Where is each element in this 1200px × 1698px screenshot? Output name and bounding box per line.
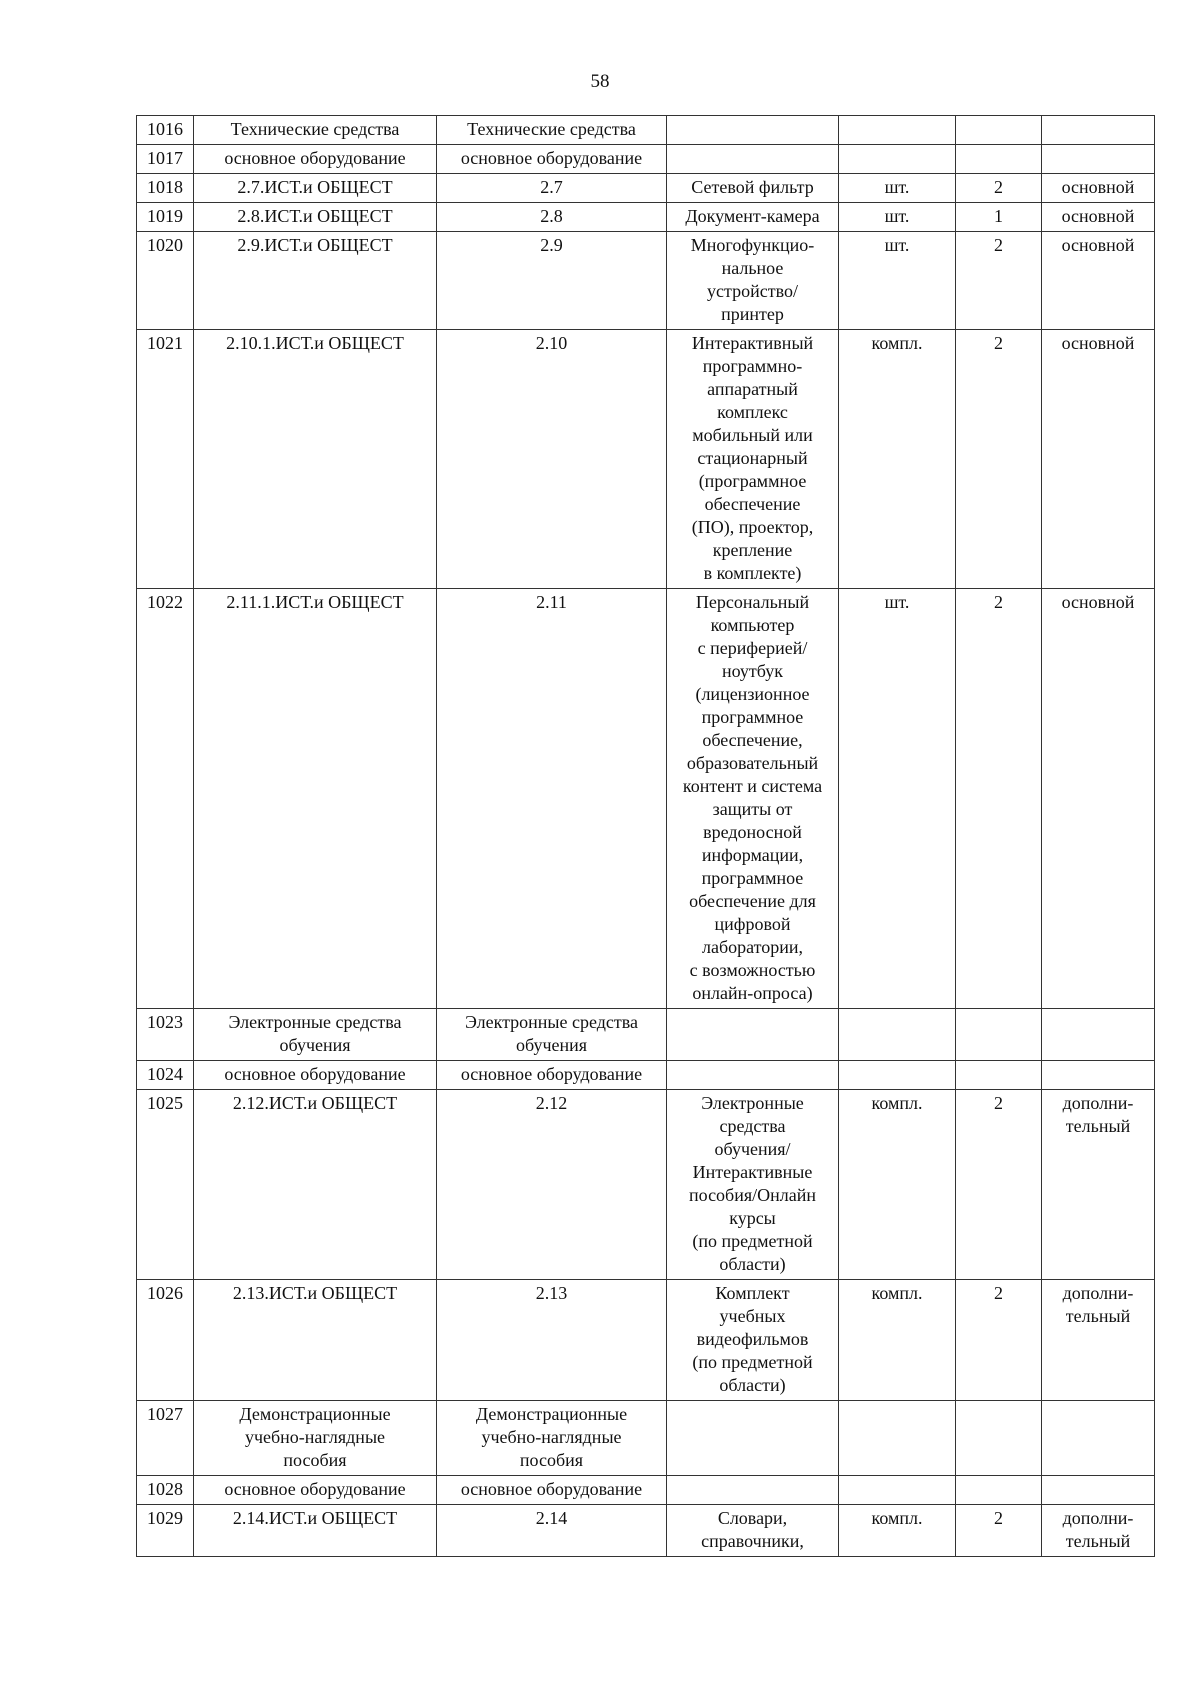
reference-cell: 2.13: [437, 1280, 667, 1401]
unit-cell: компл.: [839, 1090, 956, 1280]
reference-cell: 2.12: [437, 1090, 667, 1280]
reference-cell: 2.10: [437, 330, 667, 589]
reference-cell: 2.8: [437, 203, 667, 232]
item-name-cell: [667, 1061, 839, 1090]
item-code-cell: 2.13.ИСТ.и ОБЩЕСТ: [194, 1280, 437, 1401]
table-row: [137, 1476, 1155, 1505]
quantity-cell: 2: [956, 174, 1042, 203]
row-number-cell: 1018: [137, 174, 194, 203]
reference-cell: Электронные средства обучения: [437, 1009, 667, 1061]
table-row: [137, 1401, 1155, 1476]
table-row: [137, 174, 1155, 203]
reference-cell: основное оборудование: [437, 1476, 667, 1505]
table-row: [137, 116, 1155, 145]
quantity-cell: [956, 1009, 1042, 1061]
item-code-cell: Технические средства: [194, 116, 437, 145]
table-row: [137, 1009, 1155, 1061]
item-name-cell: [667, 1476, 839, 1505]
table-body: [137, 116, 1155, 1557]
table-row: [137, 145, 1155, 174]
table-row: [137, 232, 1155, 330]
equipment-type-cell: основной: [1042, 203, 1155, 232]
item-code-cell: основное оборудование: [194, 1061, 437, 1090]
table-row: [137, 1505, 1155, 1557]
row-number-cell: 1020: [137, 232, 194, 330]
item-code-cell: Демонстрационные учебно-наглядные пособия: [194, 1401, 437, 1476]
item-name-cell: Сетевой фильтр: [667, 174, 839, 203]
quantity-cell: [956, 1061, 1042, 1090]
equipment-type-cell: дополни- тельный: [1042, 1090, 1155, 1280]
row-number-cell: 1028: [137, 1476, 194, 1505]
reference-cell: Технические средства: [437, 116, 667, 145]
quantity-cell: 2: [956, 1090, 1042, 1280]
table-row: [137, 589, 1155, 1009]
row-number-cell: 1019: [137, 203, 194, 232]
unit-cell: шт.: [839, 203, 956, 232]
item-code-cell: 2.7.ИСТ.и ОБЩЕСТ: [194, 174, 437, 203]
quantity-cell: 1: [956, 203, 1042, 232]
table-row: [137, 1090, 1155, 1280]
item-code-cell: 2.12.ИСТ.и ОБЩЕСТ: [194, 1090, 437, 1280]
item-name-cell: Интерактивный программно- аппаратный комплекс мобильный или стационарный (программное обеспечение (ПО), проектор, крепление в комплекте): [667, 330, 839, 589]
quantity-cell: [956, 1476, 1042, 1505]
reference-cell: 2.11: [437, 589, 667, 1009]
quantity-cell: 2: [956, 1280, 1042, 1401]
equipment-type-cell: [1042, 1009, 1155, 1061]
equipment-type-cell: основной: [1042, 232, 1155, 330]
table-row: [137, 203, 1155, 232]
quantity-cell: 2: [956, 330, 1042, 589]
item-name-cell: [667, 116, 839, 145]
row-number-cell: 1027: [137, 1401, 194, 1476]
item-code-cell: 2.8.ИСТ.и ОБЩЕСТ: [194, 203, 437, 232]
item-name-cell: [667, 1401, 839, 1476]
item-code-cell: 2.11.1.ИСТ.и ОБЩЕСТ: [194, 589, 437, 1009]
equipment-table: [136, 115, 1155, 1557]
quantity-cell: [956, 1401, 1042, 1476]
item-code-cell: Электронные средства обучения: [194, 1009, 437, 1061]
unit-cell: шт.: [839, 589, 956, 1009]
item-name-cell: [667, 145, 839, 174]
equipment-type-cell: [1042, 1061, 1155, 1090]
item-code-cell: 2.9.ИСТ.и ОБЩЕСТ: [194, 232, 437, 330]
equipment-type-cell: [1042, 116, 1155, 145]
item-name-cell: Словари, справочники,: [667, 1505, 839, 1557]
unit-cell: [839, 145, 956, 174]
item-code-cell: 2.14.ИСТ.и ОБЩЕСТ: [194, 1505, 437, 1557]
item-name-cell: Электронные средства обучения/ Интерактивные пособия/Онлайн курсы (по предметной области): [667, 1090, 839, 1280]
reference-cell: Демонстрационные учебно-наглядные пособия: [437, 1401, 667, 1476]
quantity-cell: 2: [956, 1505, 1042, 1557]
reference-cell: основное оборудование: [437, 145, 667, 174]
unit-cell: компл.: [839, 330, 956, 589]
row-number-cell: 1024: [137, 1061, 194, 1090]
row-number-cell: 1026: [137, 1280, 194, 1401]
row-number-cell: 1029: [137, 1505, 194, 1557]
item-name-cell: Многофункцио- нальное устройство/ принтер: [667, 232, 839, 330]
table-row: [137, 330, 1155, 589]
quantity-cell: 2: [956, 589, 1042, 1009]
quantity-cell: [956, 145, 1042, 174]
row-number-cell: 1016: [137, 116, 194, 145]
equipment-type-cell: дополни- тельный: [1042, 1505, 1155, 1557]
equipment-type-cell: основной: [1042, 174, 1155, 203]
equipment-type-cell: [1042, 1401, 1155, 1476]
row-number-cell: 1021: [137, 330, 194, 589]
item-name-cell: Комплект учебных видеофильмов (по предметной области): [667, 1280, 839, 1401]
quantity-cell: 2: [956, 232, 1042, 330]
unit-cell: шт.: [839, 174, 956, 203]
reference-cell: основное оборудование: [437, 1061, 667, 1090]
row-number-cell: 1017: [137, 145, 194, 174]
unit-cell: [839, 1401, 956, 1476]
unit-cell: шт.: [839, 232, 956, 330]
equipment-type-cell: основной: [1042, 589, 1155, 1009]
item-name-cell: [667, 1009, 839, 1061]
equipment-type-cell: [1042, 1476, 1155, 1505]
unit-cell: [839, 1061, 956, 1090]
reference-cell: 2.9: [437, 232, 667, 330]
page-number: 58: [590, 71, 610, 92]
equipment-type-cell: [1042, 145, 1155, 174]
unit-cell: [839, 1009, 956, 1061]
quantity-cell: [956, 116, 1042, 145]
unit-cell: [839, 116, 956, 145]
equipment-type-cell: дополни- тельный: [1042, 1280, 1155, 1401]
row-number-cell: 1023: [137, 1009, 194, 1061]
equipment-type-cell: основной: [1042, 330, 1155, 589]
table-row: [137, 1280, 1155, 1401]
item-code-cell: основное оборудование: [194, 1476, 437, 1505]
row-number-cell: 1022: [137, 589, 194, 1009]
unit-cell: компл.: [839, 1280, 956, 1401]
reference-cell: 2.7: [437, 174, 667, 203]
reference-cell: 2.14: [437, 1505, 667, 1557]
item-name-cell: Документ-камера: [667, 203, 839, 232]
item-code-cell: 2.10.1.ИСТ.и ОБЩЕСТ: [194, 330, 437, 589]
unit-cell: компл.: [839, 1505, 956, 1557]
item-name-cell: Персональный компьютер с периферией/ ноутбук (лицензионное программное обеспечение, образовательный контент и система защиты от вредоносной информации, программное обеспечение для цифровой лаборатории, с возможностью онлайн-опроса): [667, 589, 839, 1009]
table-row: [137, 1061, 1155, 1090]
unit-cell: [839, 1476, 956, 1505]
item-code-cell: основное оборудование: [194, 145, 437, 174]
row-number-cell: 1025: [137, 1090, 194, 1280]
